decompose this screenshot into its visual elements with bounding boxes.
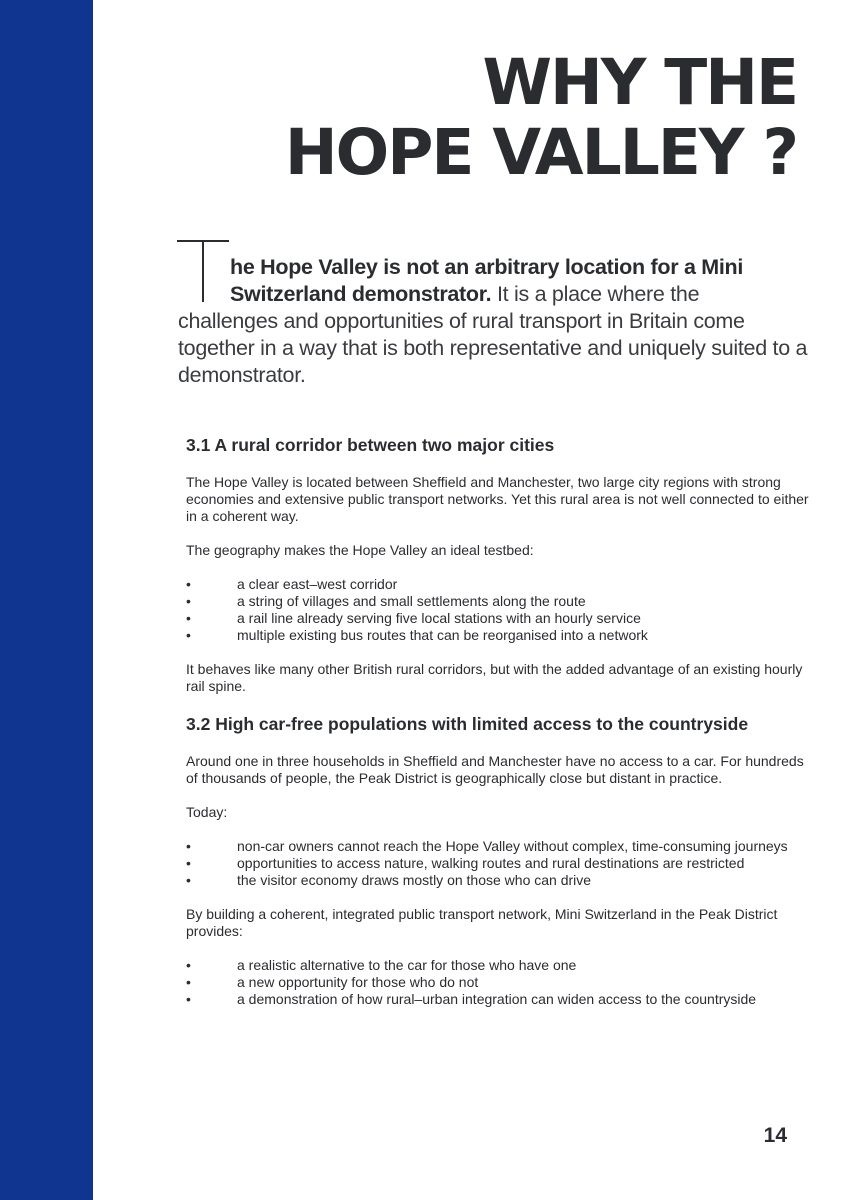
- section-2-paragraph-3: By building a coherent, integrated public transport network, Mini Switzerland in the Peak District provides:: [186, 906, 778, 939]
- list-item-text: a clear east–west corridor: [237, 576, 398, 592]
- intro-rest: challenges and opportunities of rural transport in Britain come together in a way that is both representative and uniquely suited to a demonstrator.: [178, 309, 808, 387]
- bullet-icon: •: [186, 593, 191, 609]
- bullet-icon: •: [186, 872, 191, 888]
- list-item-text: the visitor economy draws mostly on those who can drive: [237, 872, 592, 888]
- section-1-paragraph-3: It behaves like many other British rural corridors, but with the added advantage of an existing hourly rail spine.: [186, 661, 803, 694]
- bullet-icon: •: [186, 855, 191, 871]
- section-1-bullet-list: [186, 576, 811, 644]
- section-heading-3-2: 3.2 High car-free populations with limited access to the countryside: [186, 714, 749, 734]
- list-item-text: non-car owners cannot reach the Hope Valley without complex, time-consuming journeys: [237, 838, 788, 854]
- intro-paragraph: [178, 254, 823, 389]
- main-content: [186, 434, 811, 1008]
- page-title: [285, 48, 797, 188]
- list-item-text: a rail line already serving five local stations with an hourly service: [237, 610, 641, 626]
- section-2-bullet-list-2: [186, 957, 811, 1008]
- list-item: [186, 855, 811, 872]
- list-item: [186, 838, 811, 855]
- list-item: [186, 957, 811, 974]
- list-item-text: multiple existing bus routes that can be reorganised into a network: [237, 627, 648, 643]
- list-item-text: a demonstration of how rural–urban integration can widen access to the countryside: [237, 991, 757, 1007]
- bullet-icon: •: [186, 627, 191, 643]
- list-item: [186, 872, 811, 889]
- bullet-icon: •: [186, 838, 191, 854]
- list-item-text: a new opportunity for those who do not: [237, 974, 479, 990]
- section-1-paragraph-2: The geography makes the Hope Valley an ideal testbed:: [186, 542, 534, 558]
- list-item: [186, 593, 811, 610]
- list-item-text: opportunities to access nature, walking routes and rural destinations are restricted: [237, 855, 745, 871]
- intro-line-1: [178, 254, 823, 281]
- intro-line-2: [178, 281, 823, 308]
- section-2-paragraph-1: Around one in three households in Sheffield and Manchester have no access to a car. For hundreds of thousands of people, the Peak District is geographically close but distant in practice.: [186, 753, 804, 786]
- list-item: [186, 627, 811, 644]
- page-number: 14: [763, 1124, 787, 1147]
- list-item: [186, 991, 811, 1008]
- bullet-icon: •: [186, 610, 191, 626]
- list-item-text: a realistic alternative to the car for those who have one: [237, 957, 577, 973]
- intro-rest-line-2: It is a place where the: [491, 282, 700, 306]
- section-2-bullet-list: [186, 838, 811, 889]
- list-item: [186, 974, 811, 991]
- intro-bold-line-1: he Hope Valley is not an arbitrary location for a Mini: [230, 255, 744, 279]
- section-1-paragraph-1: The Hope Valley is located between Sheffield and Manchester, two large city regions with strong economies and extensive public transport networks. Yet this rural area is not well connected to either in a coherent way.: [186, 474, 809, 524]
- list-item: [186, 576, 811, 593]
- list-item-text: a string of villages and small settlements along the route: [237, 593, 586, 609]
- bullet-icon: •: [186, 957, 191, 973]
- section-2-paragraph-2: Today:: [186, 804, 228, 820]
- bullet-icon: •: [186, 991, 191, 1007]
- bullet-icon: •: [186, 974, 191, 990]
- page-title-line-1: WHY THE: [482, 46, 797, 119]
- intro-bold-line-2: Switzerland demonstrator.: [230, 282, 492, 306]
- section-heading-3-1: 3.1 A rural corridor between two major cities: [186, 435, 555, 455]
- bullet-icon: •: [186, 576, 191, 592]
- page-title-line-2: HOPE VALLEY ?: [284, 116, 797, 189]
- sidebar-accent-bar: [0, 0, 93, 1200]
- list-item: [186, 610, 811, 627]
